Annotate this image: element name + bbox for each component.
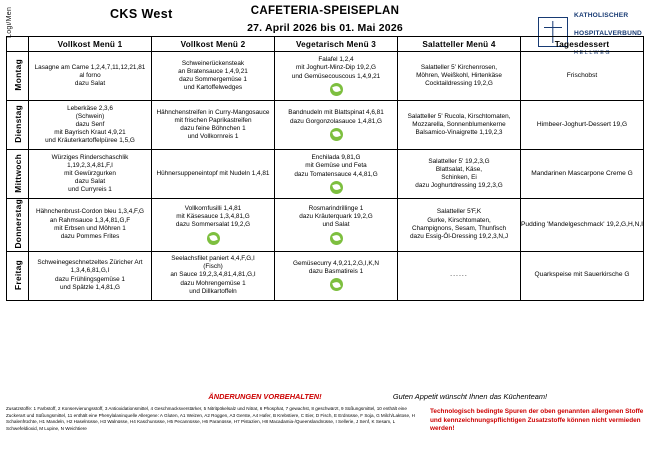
- menu-cell: [275, 150, 398, 199]
- dessert-cell: [521, 199, 644, 252]
- menu-line: dazu Tomatensauce 4,4,81,G: [294, 170, 378, 178]
- vegetarian-icon: [330, 278, 343, 291]
- vegetarian-icon: [330, 181, 343, 194]
- table-body: [7, 49, 644, 301]
- menu-line: Möhren, Weißkohl, Hirtenkäse: [416, 71, 502, 79]
- menu-cell: [275, 251, 398, 300]
- menu-line: und Kräuterkartoffelpüree 1,5,G: [45, 137, 135, 145]
- additives-legend: Zusatzstoffe: 1 Farbstoff, 2 Konservierungsstoff, 3 Antioxidationsmittel, 4 Geschmacksverstärker, 5 Nitritpökelsalz und Nitrat, 6 Phosphat, 7 gewachst, 8 geschwärzt, 9 Süßungsmittel, 10 enthält eine Zuckerart und Süßungsmittel, 11 enthält eine Phenylalaninquelle Allergene: A Gluten, A1 Weizen, A2 Roggen, A3 Gerste, A4 Hafer, B Krebstiere, C Eier, D Fisch, E Erdnüsse, F Soja, G Milch/Laktose, H Schalenfrüchte, H1 Mandeln, H2 Haselnüsse, H3 Walnüsse, H4 Kaschunüsse, H5 Pecannüsse, H6 Paranüsse, H7 Pistazien, H8 Macadamia-/Queenslandnüsse, I Sellerie, J Senf, K Sesam, L Schwefeldioxid, M Lupine, N Weichtiere: [6, 406, 415, 431]
- menu-line: dazu feine Böhnchen 1: [180, 125, 246, 132]
- menu-line: Blattsalat, Käse,: [435, 165, 483, 173]
- menu-line: Schweinerückensteak: [181, 59, 245, 67]
- menu-line: Himbeer-Joghurt-Dessert 19,G: [536, 120, 628, 128]
- menu-line: dazu Mohrengemüse 1: [180, 279, 246, 287]
- menu-line: Lasagne am Carne 1,2,4,7,11,12,21,81: [34, 63, 146, 71]
- day-label-text: Dienstag: [12, 105, 23, 143]
- allergen-note: Technologisch bedingte Spuren der oben genannten allergenen Stoffe und kennzeichnungspflichtigen Zusatzstoffe können nicht vermieden werden!: [430, 408, 644, 433]
- menu-line: (Schwein): [75, 112, 105, 120]
- menu-line: Gemüsecurry 4,9,21,2,G,I,K,N: [293, 259, 379, 267]
- menu-line: Enchilada 9,81,G: [311, 154, 361, 162]
- brand-line-1: KATHOLISCHER: [574, 12, 629, 19]
- menu-line: Champignons, Sesam, Thunfisch: [411, 224, 506, 232]
- menu-cell: [275, 101, 398, 150]
- appetite-wish: Guten Appetit wünscht Ihnen das Küchenteam!: [392, 392, 548, 401]
- menu-line: Falafel 1,2,4: [318, 56, 354, 64]
- menu-line: Schinken, Ei: [441, 174, 477, 181]
- menu-line: (Fisch): [203, 263, 223, 271]
- vegetarian-icon: [330, 232, 343, 245]
- menu-line: mit frischen Paprikastreifen: [174, 116, 252, 124]
- menu-line: dazu Kräuterquark 19,2,G: [299, 213, 373, 221]
- menu-line: Salatteller 5' 19,2,3,G: [428, 157, 490, 165]
- menu-line: mit Joghurt-Minz-Dip 19,2,G: [296, 64, 376, 72]
- menu-line: mit Bayrisch Kraut 4,9,21: [54, 129, 126, 137]
- vegetarian-icon: [330, 83, 343, 96]
- dessert-cell: [521, 49, 644, 101]
- day-label-mittwoch: [7, 150, 29, 199]
- day-label-dienstag: [7, 101, 29, 150]
- menu-cell: [398, 150, 521, 199]
- menu-cell: [275, 199, 398, 252]
- menu-cell: [29, 199, 152, 252]
- menu-line: Salatteller 5' Kirchenrosen,: [420, 63, 498, 71]
- day-label-text: Montag: [12, 59, 23, 91]
- menu-line: dazu Essig-Öl-Dressing 19,2,3,N,J: [409, 232, 509, 240]
- menu-line: Bandnudeln mit Blattspinat 4,6,81: [288, 109, 384, 117]
- side-label: Logi/Men: [6, 6, 13, 38]
- menu-line: mit Gemüse und Feta: [305, 162, 367, 170]
- menu-line: Gurke, Kirschtomaten,: [427, 216, 491, 224]
- menu-cell: [29, 101, 152, 150]
- changes-notice: ÄNDERUNGEN VORBEHALTEN!: [208, 392, 322, 401]
- menu-line: dazu Sommergemüse 1: [179, 76, 247, 83]
- menu-line: Cocktaildressing 19,2,G: [425, 80, 493, 88]
- menu-line: mit Gewürzgurken: [64, 169, 116, 177]
- menu-cell: [152, 199, 275, 252]
- menu-cell: [398, 101, 521, 150]
- day-label-freitag: [7, 251, 29, 300]
- day-label-text: Freitag: [12, 259, 23, 290]
- vegetarian-icon: [330, 128, 343, 141]
- brand-line-2: HOSPITALVERBUND: [574, 30, 642, 38]
- menu-line: dazu Joghurtdressing 19,2,3,G: [415, 182, 503, 190]
- menu-line: Vollkornfusilli 1,4,81: [184, 204, 242, 212]
- menu-table: [6, 36, 644, 301]
- corner-cell: [7, 37, 29, 52]
- menu-line: dazu Salat: [74, 80, 106, 88]
- menu-cell: [29, 52, 152, 101]
- menu-line: Mozzarella, Sonnenblumenkerne: [412, 120, 506, 128]
- table-row: [7, 150, 644, 199]
- column-header-menu3: Vegetarisch Menü 3: [275, 37, 398, 52]
- day-label-donnerstag: [7, 199, 29, 252]
- column-header-menu1: Vollkost Menü 1: [29, 37, 152, 52]
- menu-cell: [152, 251, 275, 300]
- menu-line: dazu Pommes Frites: [60, 232, 120, 240]
- menu-line: an Rahmsauce 1,3,4,81,G,F: [49, 216, 131, 224]
- date-range: 27. April 2026 bis 01. Mai 2026: [247, 22, 403, 34]
- day-label-montag: [7, 52, 29, 101]
- menu-line: mit Erbsen und Möhren 1: [54, 224, 126, 232]
- menu-line: dazu Salat: [74, 178, 106, 186]
- menu-line: an Sauce 19,2,3,4,81,4,81,G,I: [170, 271, 256, 279]
- table-row: [7, 101, 644, 150]
- table-row: [7, 199, 644, 252]
- site-title: CKS West: [110, 7, 173, 21]
- menu-cell: [29, 251, 152, 300]
- menu-line: dazu Sommersalat 19,2,G: [175, 221, 251, 229]
- menu-cell: [398, 199, 521, 252]
- menu-line: dazu Basmatireis 1: [308, 268, 364, 276]
- menu-line: dazu Senf: [75, 120, 105, 128]
- brand-line-3: HELLWEG: [574, 49, 612, 56]
- table-row: [7, 251, 644, 300]
- menu-line: und Kartoffelwedges: [183, 84, 243, 92]
- menu-cell: [275, 52, 398, 101]
- page-title: CAFETERIA-SPEISEPLAN: [250, 5, 400, 17]
- column-header-dessert: Tagesdessert: [521, 37, 644, 52]
- menu-cell: [152, 101, 275, 150]
- menu-line: Hähnchenstreifen in Curry-Mangosauce: [156, 108, 270, 116]
- menu-line: und Curryreis 1: [68, 186, 112, 194]
- menu-line: Balsamico-Vinaigrette 1,19,2,3: [415, 129, 503, 137]
- table-header-row: [7, 37, 644, 52]
- menu-line: Würziges Rinderschaschlik 1,19,2,3,4,81,F,I: [51, 153, 129, 169]
- menu-line: und Salat: [322, 221, 350, 229]
- menu-cell: [152, 150, 275, 199]
- menu-cell: [152, 52, 275, 101]
- menu-line: und Dillkartoffeln: [189, 287, 237, 295]
- menu-line: dazu Frühlingsgemüse 1: [55, 275, 125, 283]
- menu-line: Hähnchenbrust-Cordon bleu 1,3,4,F,G: [36, 208, 144, 216]
- menu-line: Leberkäse 2,3,6: [67, 104, 113, 112]
- menu-line: Frischobst: [566, 71, 598, 79]
- menu-line: Rosmarindrillinge 1: [308, 204, 364, 212]
- dessert-cell: [521, 101, 644, 150]
- day-label-text: Donnerstag: [12, 199, 23, 249]
- menu-line: Quarkspeise mit Sauerkirsche G: [534, 271, 630, 279]
- menu-line: an Bratensauce 1,4,9,21: [178, 67, 248, 75]
- menu-line: Salatteller 5' Rucola, Kirschtomaten,: [407, 112, 511, 120]
- menu-line: Seelachsfilet paniert 4,4,F,G,I: [171, 255, 255, 263]
- menu-cell: [29, 150, 152, 199]
- menu-line: Schweinegeschnetzeltes Züricher Art: [37, 259, 143, 267]
- menu-line: dazu Gorgonzolasauce 1,4,81,G: [289, 117, 382, 125]
- menu-line: Salatteller 5'F,K: [436, 208, 482, 216]
- menu-line: mit Käsesauce 1,3,4,81,G: [176, 213, 250, 221]
- menu-line: al forno: [79, 71, 101, 79]
- dessert-cell: [521, 251, 644, 300]
- menu-line: Hühnersuppeneintopf mit Nudeln 1,4,81: [156, 169, 270, 177]
- column-header-menu4: Salatteller Menü 4: [398, 37, 521, 52]
- menu-line: Pudding 'Mandelgeschmack' 19,2,G,H,N,I: [521, 220, 644, 228]
- menu-line: und Vollkornreis 1: [187, 133, 239, 141]
- column-header-menu2: Vollkost Menü 2: [152, 37, 275, 52]
- menu-line: ......: [450, 271, 468, 279]
- vegetarian-icon: [207, 232, 220, 245]
- day-label-text: Mittwoch: [12, 153, 23, 193]
- dessert-cell: [521, 150, 644, 199]
- menu-cell: [398, 251, 521, 300]
- menu-line: 1,3,4,6,81,G,I: [70, 267, 110, 275]
- menu-line: und Gemüsecouscous 1,4,9,21: [291, 72, 381, 80]
- menu-line: und Spätzle 1,4,81,G: [59, 283, 121, 291]
- menu-line: Mandarinen Mascarpone Creme G: [531, 169, 633, 177]
- table-row: [7, 52, 644, 101]
- menu-cell: [398, 52, 521, 101]
